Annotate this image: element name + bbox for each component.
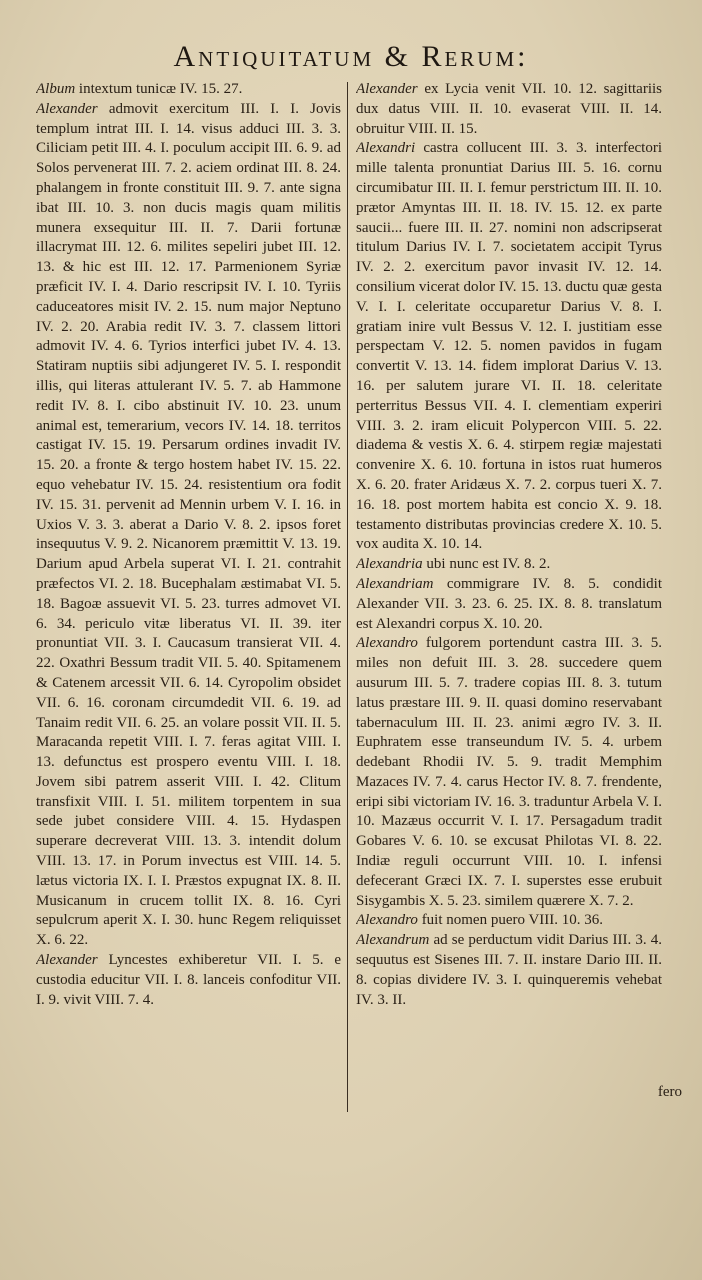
entry-headword: Alexander [36,952,98,969]
index-entry [36,100,341,951]
left-column [36,80,341,1120]
index-entry [36,80,341,100]
index-entry [356,911,662,931]
entry-headword: Alexandriam [356,575,434,592]
entry-headword: Alexandro [356,635,418,652]
entry-text: commigrare IV. 8. 5. condidit Alexander VII. 3. 23. 6. 25. IX. 8. 8. translatum est Alexandri corpus X. 10. 20. [356,575,662,632]
catchword: fero [657,1084,682,1100]
index-entry [356,634,662,911]
entry-text: fulgorem portendunt castra III. 3. 5. miles non defuit III. 3. 28. succedere quem ausurum III. 5. 7. tradere copias III. 8. 3. tutum latus præstare III. 9. II. quasi domino reservabant tabernaculum III. II. 23. animi ægro IV. 3. II. Euphratem esse transeundum IV. 5. 4. urbem dedebant Rhodii IV. 5. 9. tradit Memphim Mazaces IV. 7. 4. carus Hector IV. 8. 7. frendente, eripi sibi victoriam IV. 16. 3. traduntur Arbela V. I. 10. Mazæus occurrit V. I. 17. Persagadum tradit Gobares V. 6. 10. se excusat Philotas VI. 8. 22. Indiæ reguli occurrunt VIII. 10. I. infensi defecerant Græci IX. 7. I. superstes esse erubuit Sisygambis X. 5. 23. similem quærere X. 7. 2. [356,635,662,909]
index-entry [356,139,662,555]
right-column [356,80,662,1120]
entry-headword: Album [36,81,76,97]
entry-text: fuit nomen puero VIII. 10. 36. [417,912,604,929]
entry-text: ubi nunc est IV. 8. 2. [422,556,551,573]
index-entry [356,931,662,1010]
entry-text: Lyncestes exhiberetur VII. I. 5. e custodia educitur VII. I. 8. lanceis confoditur VII. I. 9. vivit VIII. 7. 4. [36,952,341,1008]
entry-text: ex Lycia venit VII. 10. 12. sagittariis dux datus VIII. II. 10. evaserat VIII. II. 14. obruitur VIII. II. 15. [356,81,662,137]
entry-headword: Alexander [36,100,98,117]
index-entry [356,555,662,575]
index-entry [356,80,662,139]
index-entry [356,575,662,634]
entry-text: intextum tunicæ IV. 15. 27. [75,81,243,97]
entry-headword: Alexandro [356,912,418,929]
entry-headword: Alexandri [356,140,416,157]
column-divider [347,82,348,1112]
entry-headword: Alexandrum [356,932,430,949]
entry-text: ad se perductum vidit Darius III. 3. 4. sequutus est Sisenes III. 7. II. instare Dario III. II. 8. copias dividere IV. 3. I. quinqueremis vehebat IV. 3. II. [356,932,662,1008]
index-entry [36,951,341,1010]
page-header-title: Antiquitatum & Rerum: [173,40,529,73]
entry-headword: Alexandria [356,556,423,573]
entry-text: castra collucent III. 3. 3. interfectori mille talenta pronuntiat Darius III. 5. 16. cornu circumibatur III. II. I. femur perstrictum III. II. 10. prætor Amyntas III. II. 18. IV. 15. 12. ex parte saucii... fuere III. II. 27. nomini non adscripserat titulum Darius IV. I. 7. societatem accipit Tyrus IV. 2. 2. exercitum pavor invasit IV. 12. 14. consilium vicerat dolor IV. 15. 13. ductu quæ gesta V. I. I. celeritate occuparetur Darius V. 8. I. gratiam inire vult Bessus V. 12. I. justitiam esse perspectam V. 12. 5. nomen pavidos in fugam convertit V. 13. 14. fidem implorat Darius V. 13. 16. per salutem jurare VI. II. 18. celeritate perterritus Bessus VII. 4. I. clementiam experiri VIII. 3. 2. iram elicuit Polypercon VIII. 5. 22. diadema & vestis X. 6. 4. stirpem regiæ majestati convenire X. 6. 10. fortuna in istos ruat humeros X. 6. 20. frater Aridæus X. 7. 2. corpus tueri X. 7. 16. 18. post mortem habita est concio X. 9. 18. testamento distributas provincias credere X. 10. 5. vox audita X. 10. 14. [356,140,662,553]
entry-headword: Alexander [356,81,418,97]
entry-text: admovit exercitum III. I. I. Jovis templum intrat III. I. 14. visus adduci III. 3. 3. Ciliciam petit III. 4. I. poculum accipit III. 6. 9. ad Solos pervenerat III. 7. 2. aciem ordinat III. 8. 24. phalangem in fronte constituit III. 9. 7. ante signa ibat III. 10. 3. non ducis magis quam militis munera exsequitur III. II. 7. Darii fortunæ illacrymat III. 12. 6. milites sepeliri jubet III. 12. 13. & hic est III. 12. 17. Parmenionem Syriæ præficit IV. I. 4. Dario rescripsit IV. I. 10. Tyriis caduceatores misit IV. 2. 15. num major Neptuno IV. 2. 20. Arabia redit IV. 3. 7. classem littori admovit IV. 4. 6. Tyrios interfici jubet IV. 4. 13. Statiram nuptiis sibi adjungeret IV. 5. I. respondit illis, qui literas attulerant IV. 5. 7. ab Hammone redit IV. 8. I. cibo abstinuit IV. 10. 23. unum animal est, temerarium, vecors IV. 14. 18. territos castigat IV. 15. 19. Persarum ordines invadit IV. 15. 20. a fronte & tergo hostem habet IV. 15. 22. equo vehebatur IV. 15. 24. resistentium ora fodit IV. 15. 31. pervenit ad Mennin urbem V. I. 16. in Uxios V. 3. 3. aberat a Dario V. 8. 2. ipsos foret insequutus V. 9. 2. Nicanorem præmittit V. 13. 19. Darium apud Arbela superat VI. I. 21. contrahit præfectos VI. 2. 18. Bucephalam æstimabat VI. 5. 18. Bagoæ assuevit VI. 5. 23. turres admovet VI. 6. 34. periculo vitæ liberatus VI. II. 39. iter pronuntiat VII. 3. I. Caucasum transierat VII. 4. 22. Oxathri Bessum tradit VII. 5. 40. Spitamenem & Catenem arcessit VII. 6. 14. Cyropolim obsidet VII. 6. 16. coronam circumdedit VII. 6. 19. ad Tanaim redit VII. 6. 25. an volare possit VII. II. 5. Maracanda repetit VIII. I. 7. feras agitat VIII. I. 13. defunctus est prospero eventu VIII. I. 18. Jovem sibi patrem asserit VIII. I. 42. Clitum transfixit VIII. I. 51. militem torpentem in sua sede jubet considere VIII. 4. 15. Hydaspen superare decreverat VIII. 13. 3. intendit dolum VIII. 13. 17. in Porum invectus est VIII. 14. 5. lætus victoria IX. I. I. Præstos expugnat IX. 8. II. Musicanum in crucem tollit IX. 8. 16. Cyri sepulcrum aperit X. I. 30. hunc Regem reliquisset X. 6. 22. [36,100,341,949]
